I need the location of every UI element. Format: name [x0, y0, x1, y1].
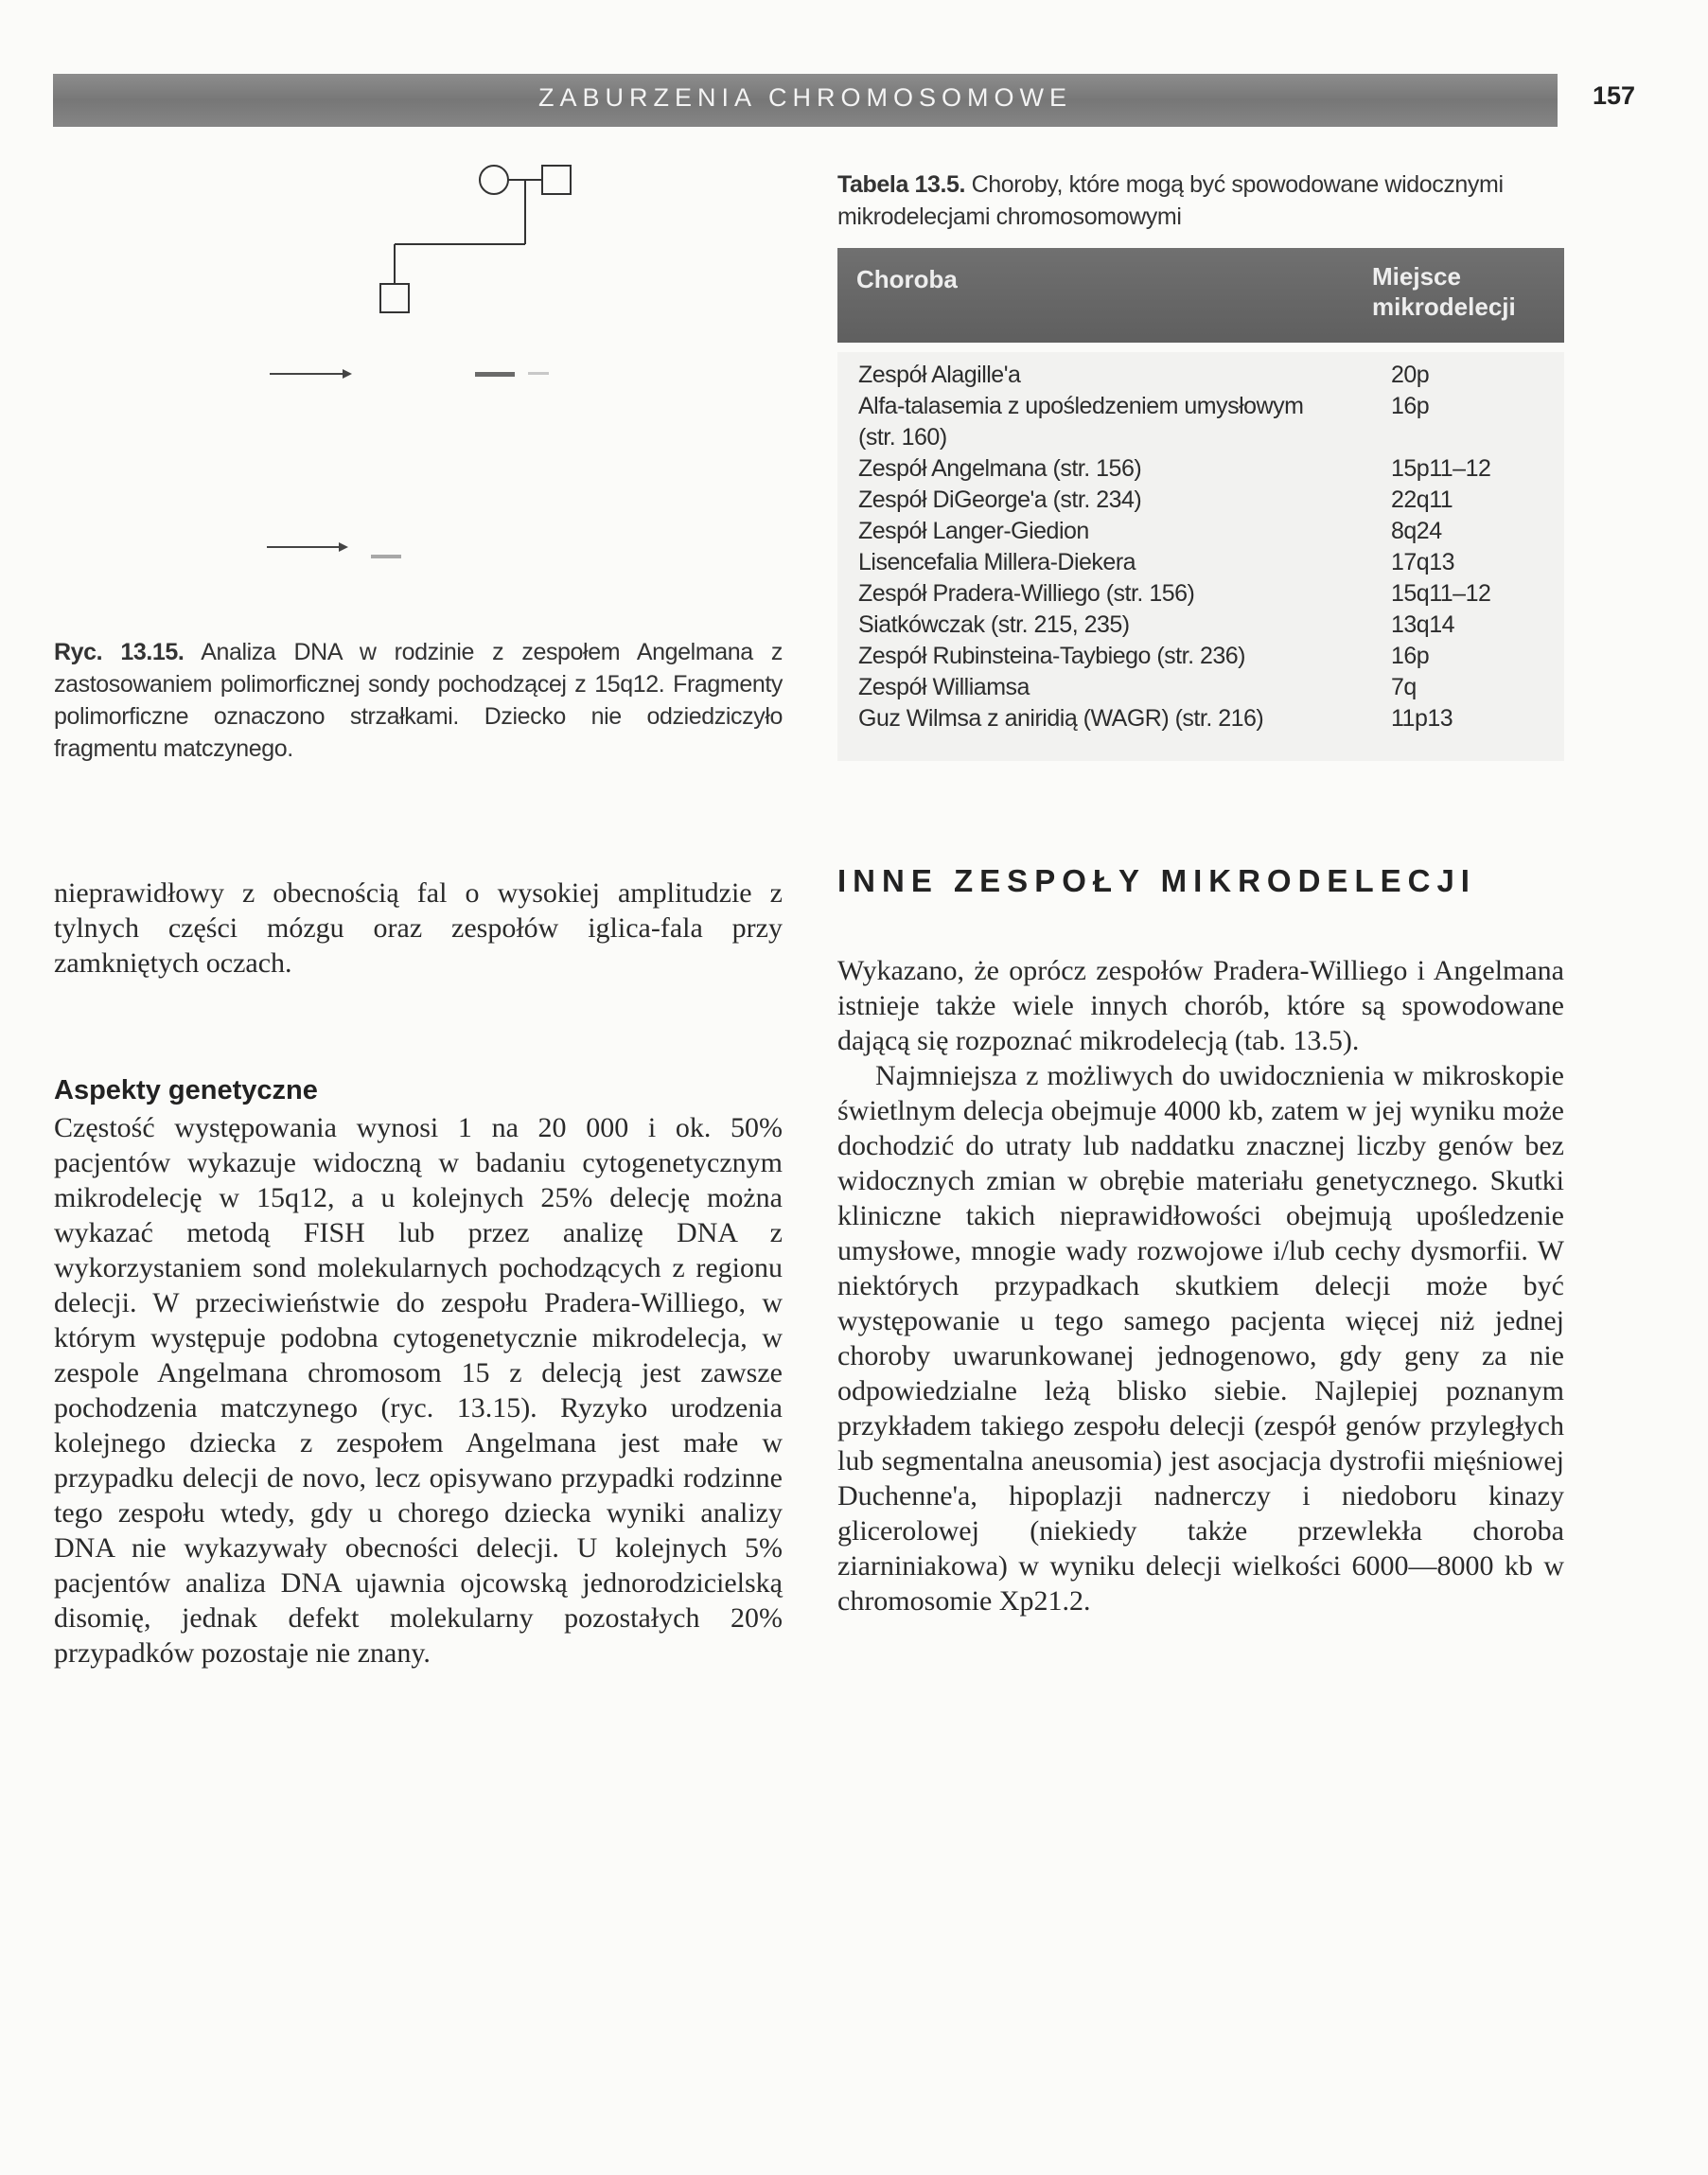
- figure-caption-text: Analiza DNA w rodzinie z zespołem Angelmana z zastosowaniem polimorficznej sondy pochodzącej z 15q12. Fragmenty polimorficzne oznaczono strzałkami. Dziecko nie odziedziczyło fragmentu matczynego.: [54, 639, 783, 762]
- gel-band-upper-faint: [528, 372, 549, 375]
- paragraph-1: Wykazano, że oprócz zespołów Pradera-Williego i Angelmana istnieje także wiele innych chorób, które są spowodowane dającą się rozpoznać mikrodelecją (tab. 13.5).: [837, 955, 1564, 1056]
- table-caption-text: Choroby, które mogą być spowodowane widocznymi mikrodelecjami chromosomowymi: [837, 171, 1504, 230]
- genetics-paragraph: Częstość występowania wynosi 1 na 20 000 i ok. 50% pacjentów wykazuje widoczną w badaniu cytogenetycznym mikrodelecję w 15q12, a u kolejnych 25% delecję można wykazać metodą FISH lub przez analizę DNA z wykorzystaniem sond molekularnych pochodzących z regionu delecji. W przeciwieństwie do zespołu Pradera-Williego, w którym występuje podobna cytogenetycznie mikrodelecja, w zespole Angelmana chromosom 15 z delecją jest zawsze pochodzenia matczynego (ryc. 13.15). Ryzyko urodzenia kolejnego dziecka z zespołem Angelmana jest małe w przypadku delecji de novo, lecz opisywano przypadki rodzinne tego zespołu wtedy, gdy u chorego dziecka wyniki analizy DNA nie wykazywały obecności delecji. U kolejnych 5% pacjentów analiza DNA ujawnia ojcowską jednorodzicielską disomię, jednak defekt molekularny pozostałych 20% przypadków pozostaje nie znany.: [54, 1112, 783, 1669]
- figure-caption: [54, 636, 783, 765]
- left-column: [54, 875, 783, 1671]
- table-caption: [837, 168, 1566, 233]
- paragraph-2: Najmniejsza z możliwych do uwidocznienia w mikroskopie świetlnym delecja obejmuje 4000 kb, zatem w jej wyniku może dochodzić do utraty lub naddatku znacznej liczby genów bez widocznych zmian w obrębie materiału genetycznego. Skutki kliniczne takich nieprawidłowości obejmują upośledzenie umysłowe, mnogie wady rozwojowe i/lub cechy dysmorfii. W niektórych przypadkach skutkiem delecji może być występowanie u tego samego pacjenta więcej niż jednej choroby uwarunkowanej jednogenowo, gdy geny za nie odpowiedzialne leżą blisko siebie. Najlepiej poznanym przykładem takiego zespołu delecji (zespół genów przyległych lub segmentalna aneusomia) jest asocjacja dystrofii mięśniowej Duchenne'a, hipoplazji nadnerczy i niedoboru kinazy glicerolowej (niekiedy także przewlekła choroba ziarniniakowa) w wyniku delecji wielkości 6000—8000 kb w chromosomie Xp21.2.: [837, 1060, 1564, 1617]
- right-column: [837, 863, 1564, 1618]
- table-body: Zespół Alagille'a 20p Alfa-talasemia z upośledzeniem umysłowym (str. 160) 16p Zespół Angelmana (str. 156) 15p11–12 Zespół DiGeorge'a (str. 234) 22q11 Zespół Langer-Giedion 8q24 Lisencefalia Millera-Diekera 17q13 Zespół Pradera-Williego (str. 156) 15q11–12 Siatkówczak (str. 215, 235) 13q14 Zespół Rubinsteina-Taybiego (str. 236) 16p Zespół Williamsa 7q Guz Wilmsa z aniridią (WAGR) (str. 216) 11p13: [837, 352, 1564, 761]
- gel-band-upper: [475, 372, 515, 377]
- father-symbol: [542, 166, 571, 194]
- lower-arrow: [267, 542, 348, 552]
- child-symbol: [380, 284, 409, 312]
- pedigree: [380, 166, 571, 312]
- pedigree-gel-figure: [255, 161, 634, 606]
- subheading-genetic-aspects: Aspekty genetyczne: [54, 1075, 318, 1105]
- upper-arrow: [270, 369, 352, 379]
- intro-paragraph: nieprawidłowy z obecnością fal o wysokiej amplitudzie z tylnych części mózgu oraz zespołów iglica-fala przy zamkniętych oczach.: [54, 877, 783, 979]
- column-header-disease: Choroba: [856, 265, 958, 293]
- mother-symbol: [480, 166, 508, 194]
- chapter-title: ZABURZENIA CHROMOSOMOWE: [537, 83, 1072, 112]
- figure-label: Ryc. 13.15.: [54, 639, 185, 665]
- table-label: Tabela 13.5.: [837, 171, 966, 198]
- column-header-location: Miejsce mikrodelecji: [1372, 262, 1516, 321]
- section-heading: INNE ZESPOŁY MIKRODELECJI: [837, 863, 1476, 898]
- table-header: [837, 248, 1564, 343]
- running-header: [53, 74, 1558, 127]
- gel-band-lower: [371, 555, 401, 558]
- page-number: 157: [1593, 81, 1636, 110]
